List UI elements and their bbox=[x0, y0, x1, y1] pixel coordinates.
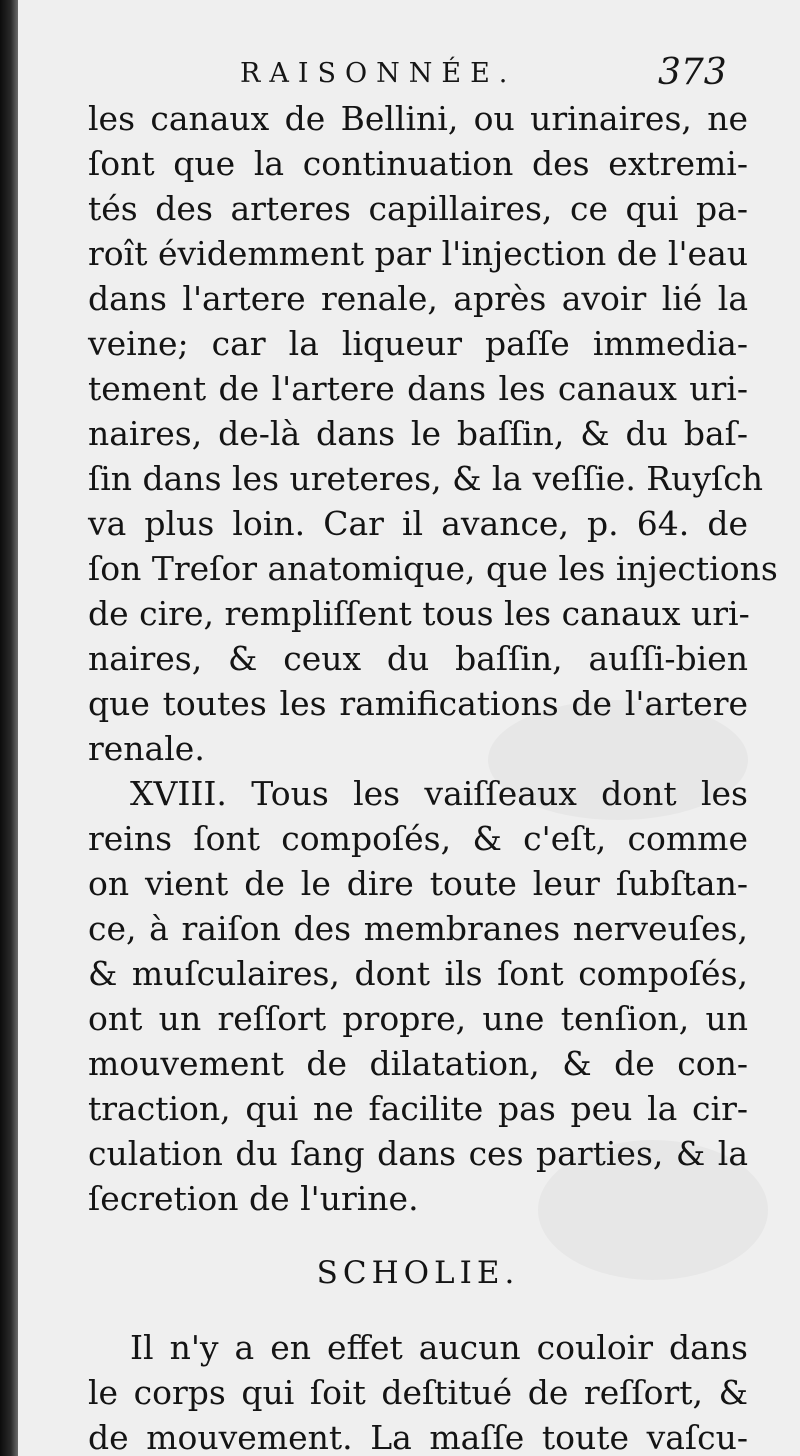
text-line: ſont que la continuation des extremi- bbox=[88, 144, 748, 183]
text-line: naires, & ceux du baſſin, auſſi-bien bbox=[88, 639, 748, 678]
text-line: tés des arteres capillaires, ce qui pa- bbox=[88, 189, 748, 228]
text-line: de cire, rempliſſent tous les canaux uri- bbox=[88, 594, 750, 633]
text-line: ſon Treſor anatomique, que les injections bbox=[88, 549, 778, 588]
text-line: de mouvement. La maſſe toute vaſcu- bbox=[88, 1418, 748, 1456]
text-line: reins ſont compoſés, & c'eſt, comme bbox=[88, 819, 748, 858]
text-line: veine; car la liqueur paſſe immedia- bbox=[88, 324, 748, 363]
text-line: le corps qui ſoit deſtitué de reſſort, & bbox=[88, 1373, 748, 1412]
page-gutter-shadow bbox=[0, 0, 18, 1456]
book-page bbox=[18, 0, 800, 1456]
text-line: va plus loin. Car il avance, p. 64. de bbox=[88, 504, 748, 543]
text-line: ſin dans les ureteres, & la veſſie. Ruyſch bbox=[88, 459, 764, 498]
text-line: mouvement de dilatation, & de con- bbox=[88, 1044, 748, 1083]
text-line: ont un reſſort propre, une tenſion, un bbox=[88, 999, 748, 1038]
text-line: traction, qui ne facilite pas peu la cir- bbox=[88, 1089, 748, 1128]
scholie-start-line: Il n'y a en effet aucun couloir dans bbox=[130, 1328, 748, 1367]
running-head bbox=[18, 52, 800, 102]
page-number: 373 bbox=[658, 52, 727, 93]
section-heading: SCHOLIE. bbox=[316, 1255, 520, 1291]
body-text bbox=[88, 96, 778, 1456]
paragraph-end-line: ſecretion de l'urine. bbox=[88, 1179, 419, 1218]
text-line: que toutes les ramifications de l'artere bbox=[88, 684, 748, 723]
text-line: & muſculaires, dont ils ſont compoſés, bbox=[88, 954, 748, 993]
text-line: culation du ſang dans ces parties, & la bbox=[88, 1134, 748, 1173]
text-line: on vient de le dire toute leur ſubſtan- bbox=[88, 864, 748, 903]
text-line: tement de l'artere dans les canaux uri- bbox=[88, 369, 748, 408]
section-xviii-start-line: XVIII. Tous les vaiſſeaux dont les bbox=[130, 774, 748, 813]
running-head-title: RAISONNÉE. bbox=[240, 58, 517, 89]
paragraph-end-line: renale. bbox=[88, 729, 205, 768]
text-line: roît évidemment par l'injection de l'eau bbox=[88, 234, 748, 273]
text-line: dans l'artere renale, après avoir lié la bbox=[88, 279, 748, 318]
text-line: naires, de-là dans le baſſin, & du baſ- bbox=[88, 414, 748, 453]
text-line: les canaux de Bellini, ou urinaires, ne bbox=[88, 99, 748, 138]
text-line: ce, à raiſon des membranes nerveuſes, bbox=[88, 909, 748, 948]
